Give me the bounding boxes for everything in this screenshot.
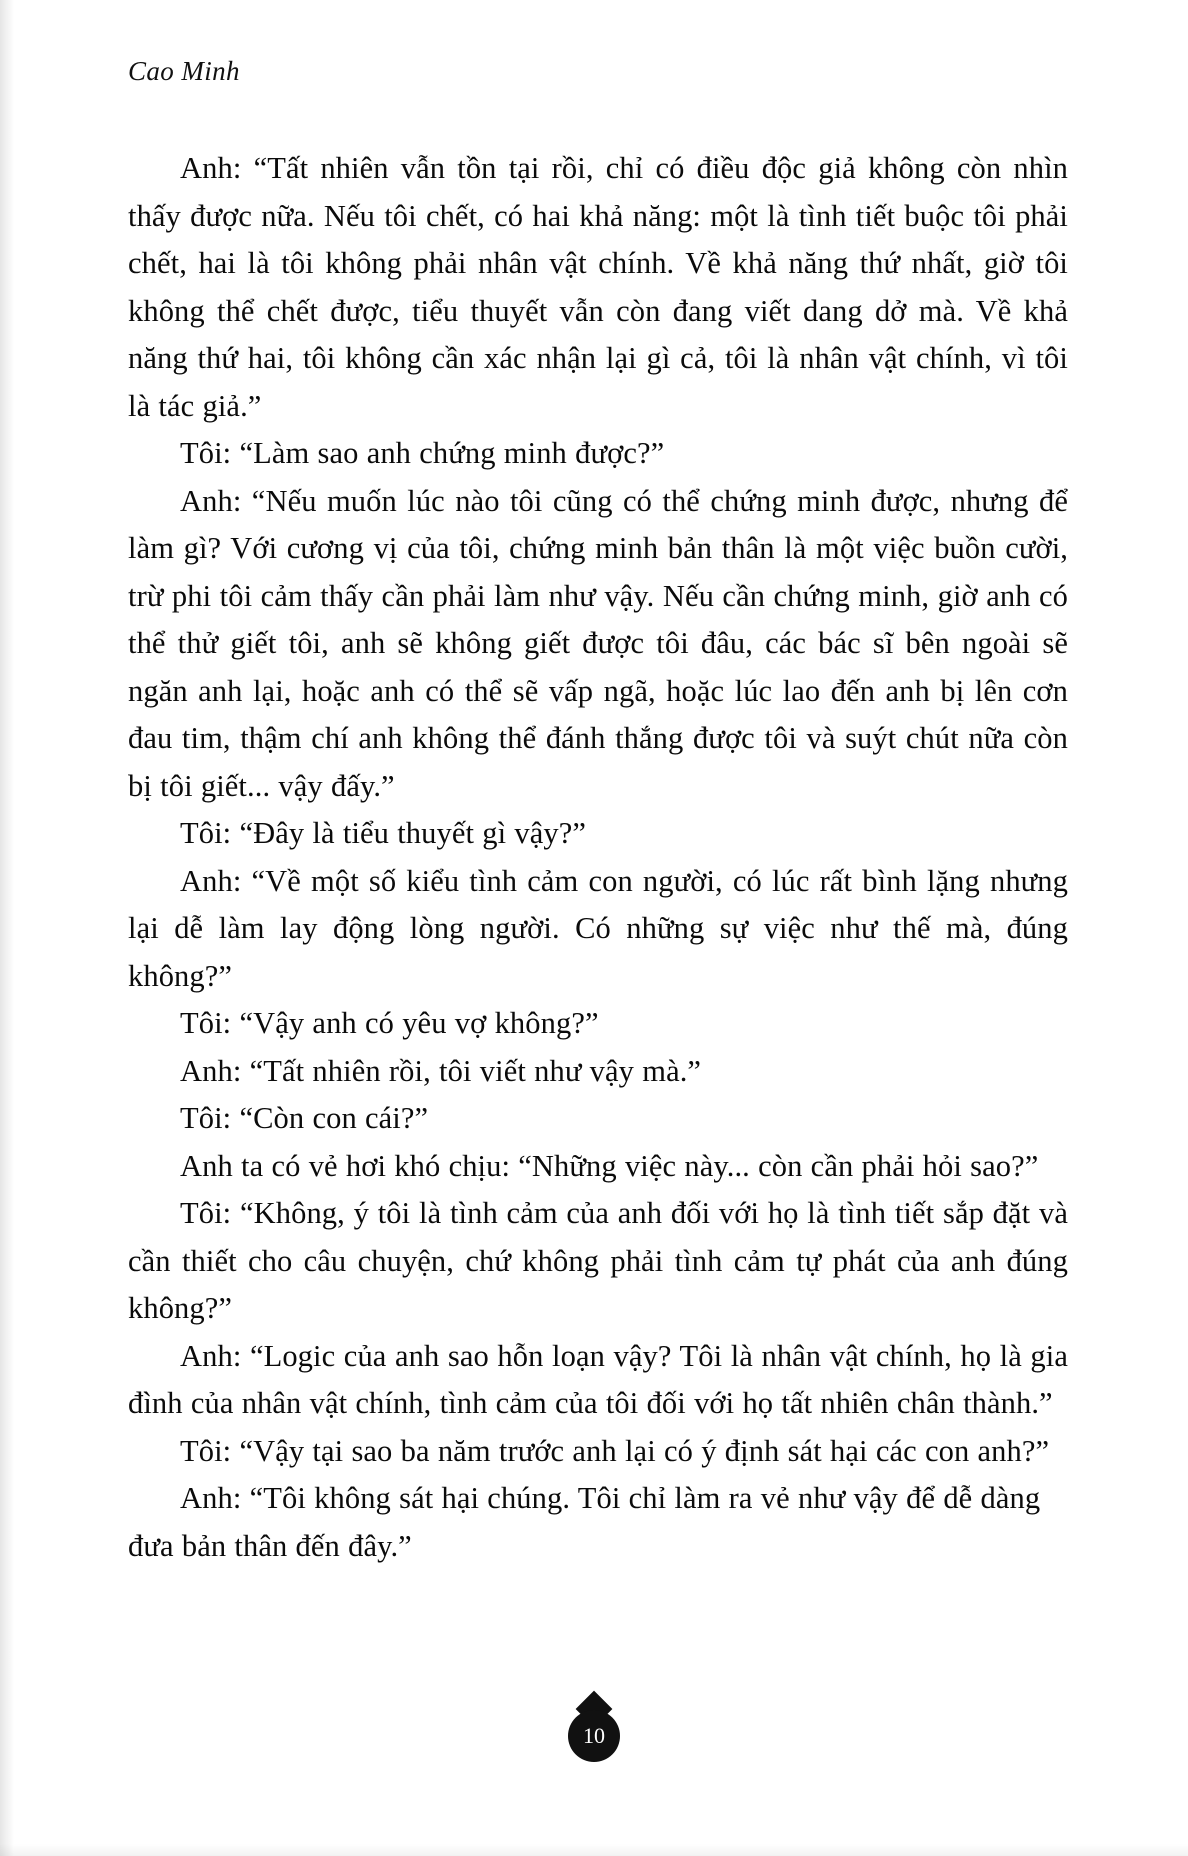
paragraph: Tôi: “Còn con cái?” [180,1101,429,1135]
running-head: Cao Minh [128,56,240,86]
paragraph: Anh: “Tất nhiên rồi, tôi viết như vậy mà.” [180,1053,702,1088]
paragraph: Anh: “Logic của anh sao hỗn loạn vậy? Tôi là nhân vật chính, họ là gia đình của nhân vật chính, tình cảm của tôi đối với họ tất nhiên chân thành.” [128,1338,1068,1420]
paragraph: Tôi: “Không, ý tôi là tình cảm của anh đối với họ là tình tiết sắp đặt và cần thiết cho câu chuyện, chứ không phải tình cảm tự phát của anh đúng không?” [128,1196,1068,1325]
spine-shadow [0,0,14,1856]
paragraph: Tôi: “Làm sao anh chứng minh được?” [180,436,665,470]
paragraph: Anh: “Tôi không sát hại chúng. Tôi chỉ làm ra vẻ như vậy để dễ dàng đưa bản thân đến đây.” [128,1481,1041,1563]
paragraph: Anh ta có vẻ hơi khó chịu: “Những việc này... còn cần phải hỏi sao?” [180,1148,1039,1183]
paragraph: Tôi: “Vậy tại sao ba năm trước anh lại có ý định sát hại các con anh?” [180,1433,1050,1468]
page-bottom-edge [0,1844,1188,1856]
page-number: 10 [568,1710,620,1762]
paragraph: Anh: “Nếu muốn lúc nào tôi cũng có thể chứng minh được, nhưng để làm gì? Với cương vị của tôi, chứng minh bản thân là một việc buồn cười, trừ phi tôi cảm thấy cần phải làm như vậy. Nếu cần chứng minh, giờ anh có thể thử giết tôi, anh sẽ không giết được tôi đâu, các bác sĩ bên ngoài sẽ ngăn anh lại, hoặc anh có thể sẽ vấp ngã, hoặc lúc lao đến anh bị lên cơn đau tim, thậm chí anh không thể đánh thắng được tôi và suýt chút nữa còn bị tôi giết... vậy đấy.” [128,483,1068,803]
paragraph: Tôi: “Đây là tiểu thuyết gì vậy?” [180,816,587,850]
paragraph: Anh: “Về một số kiểu tình cảm con người, có lúc rất bình lặng nhưng lại dễ làm lay động lòng người. Có những sự việc như thế mà, đúng không?” [128,863,1068,993]
page-footer [0,1696,1188,1786]
body-text-block [128,145,1068,1570]
paragraph: Tôi: “Vậy anh có yêu vợ không?” [180,1006,599,1040]
paragraph: Anh: “Tất nhiên vẫn tồn tại rồi, chỉ có điều độc giả không còn nhìn thấy được nữa. Nếu tôi chết, có hai khả năng: một là tình tiết buộc tôi phải chết, hai là tôi không phải nhân vật chính. Về khả năng thứ nhất, giờ tôi không thể chết được, tiểu thuyết vẫn còn đang viết dang dở mà. Về khả năng thứ hai, tôi không cần xác nhận lại gì cả, tôi là nhân vật chính, vì tôi là tác giả.” [128,151,1068,423]
